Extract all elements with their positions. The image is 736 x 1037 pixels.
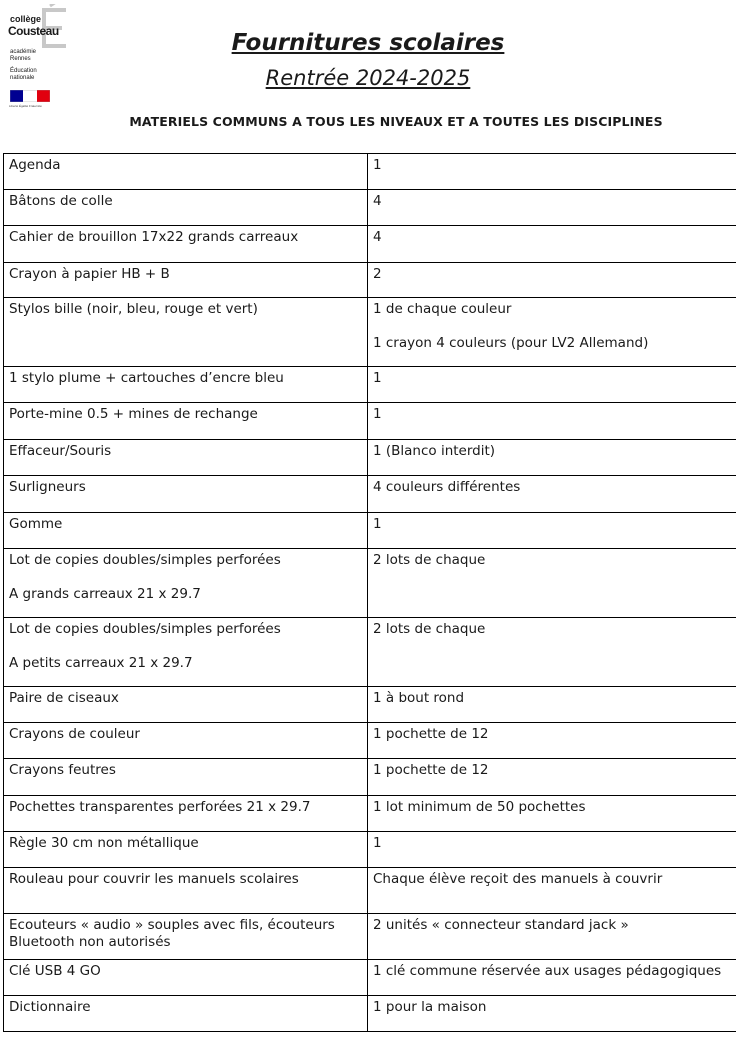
supply-item-cell xyxy=(4,996,368,1032)
logo-education-nationale: Éducation nationale xyxy=(10,68,37,81)
supply-item-cell xyxy=(4,298,368,367)
logo-motto: Liberté Égalité Fraternité xyxy=(9,104,42,108)
supply-item-text: A petits carreaux 21 x 29.7 xyxy=(9,655,193,671)
supply-quantity-text: 1 xyxy=(373,516,382,532)
supply-item-text: Lot de copies doubles/simples perforées xyxy=(9,621,281,637)
table-row xyxy=(4,960,736,996)
supply-item-text: Stylos bille (noir, bleu, rouge et vert) xyxy=(9,301,258,317)
supply-quantity-cell xyxy=(368,723,736,759)
logo-college-label: collège xyxy=(10,14,42,24)
supply-quantity-cell xyxy=(368,367,736,403)
supply-item-cell xyxy=(4,914,368,960)
supply-item-text: Gomme xyxy=(9,516,63,532)
supply-quantity-text: 4 xyxy=(373,193,382,209)
supply-item-cell xyxy=(4,687,368,723)
supply-item-text: Paire de ciseaux xyxy=(9,690,119,706)
table-row xyxy=(4,367,736,403)
supply-item-cell xyxy=(4,190,368,226)
supply-item-cell xyxy=(4,367,368,403)
supply-quantity-text: 1 à bout rond xyxy=(373,690,465,706)
supply-quantity-text: 1 pochette de 12 xyxy=(373,762,489,778)
supply-item-text: Pochettes transparentes perforées 21 x 29.7 xyxy=(9,799,311,815)
supply-quantity-text: 1 crayon 4 couleurs (pour LV2 Allemand) xyxy=(373,335,649,351)
supply-item-text: Lot de copies doubles/simples perforées xyxy=(9,552,281,568)
supply-item-text: Dictionnaire xyxy=(9,999,91,1015)
table-row xyxy=(4,476,736,513)
supply-item-text: Porte-mine 0.5 + mines de rechange xyxy=(9,406,258,422)
table-row xyxy=(4,403,736,440)
supply-item-cell xyxy=(4,476,368,513)
supply-item-cell xyxy=(4,618,368,687)
supply-item-text: Clé USB 4 GO xyxy=(9,963,101,979)
table-row xyxy=(4,868,736,914)
supply-item-cell xyxy=(4,723,368,759)
table-row xyxy=(4,723,736,759)
supply-item-cell xyxy=(4,403,368,440)
supply-item-text: 1 stylo plume + cartouches d’encre bleu xyxy=(9,370,284,386)
supply-item-text: Crayon à papier HB + B xyxy=(9,266,170,282)
supply-quantity-text: 2 lots de chaque xyxy=(373,621,486,637)
table-row xyxy=(4,759,736,796)
supply-quantity-cell xyxy=(368,190,736,226)
supply-item-text: Agenda xyxy=(9,157,61,173)
logo-academie: académie Rennes xyxy=(10,49,37,62)
supply-quantity-text: 1 xyxy=(373,370,382,386)
supply-item-cell xyxy=(4,796,368,832)
supply-item-text: Surligneurs xyxy=(9,479,86,495)
table-row xyxy=(4,440,736,476)
supply-quantity-cell xyxy=(368,226,736,263)
supply-quantity-text: 1 (Blanco interdit) xyxy=(373,443,496,459)
supply-item-text: Effaceur/Souris xyxy=(9,443,112,459)
supply-item-text: Ecouteurs « audio » souples avec fils, écouteurs Bluetooth non autorisés xyxy=(9,917,335,950)
table-row xyxy=(4,796,736,832)
supply-quantity-cell xyxy=(368,263,736,298)
supply-quantity-text: 1 pour la maison xyxy=(373,999,487,1015)
french-republic-flag-icon xyxy=(10,90,50,102)
table-row xyxy=(4,914,736,960)
supplies-table-body xyxy=(4,154,736,1032)
supply-quantity-text: 4 xyxy=(373,229,382,245)
supplies-table xyxy=(3,153,736,1032)
supply-quantity-cell xyxy=(368,154,736,190)
table-row xyxy=(4,263,736,298)
supply-quantity-cell xyxy=(368,618,736,687)
supply-item-cell xyxy=(4,868,368,914)
supply-quantity-cell xyxy=(368,960,736,996)
supply-item-text: Règle 30 cm non métallique xyxy=(9,835,199,851)
table-row xyxy=(4,513,736,549)
table-row xyxy=(4,226,736,263)
supply-quantity-cell xyxy=(368,914,736,960)
supply-quantity-text: 2 lots de chaque xyxy=(373,552,486,568)
supply-quantity-text: 1 de chaque couleur xyxy=(373,301,512,317)
supply-quantity-text: 1 clé commune réservée aux usages pédagogiques xyxy=(373,963,722,979)
supply-quantity-text: 1 lot minimum de 50 pochettes xyxy=(373,799,586,815)
logo-college-name: Cousteau xyxy=(8,24,59,38)
supply-quantity-text: 1 pochette de 12 xyxy=(373,726,489,742)
supply-item-text: Rouleau pour couvrir les manuels scolaires xyxy=(9,871,299,887)
supply-quantity-cell xyxy=(368,996,736,1032)
supply-quantity-cell xyxy=(368,298,736,367)
supply-quantity-text: 1 xyxy=(373,406,382,422)
supply-quantity-text: 1 xyxy=(373,835,382,851)
table-row xyxy=(4,190,736,226)
supply-item-cell xyxy=(4,154,368,190)
supply-quantity-text: 1 xyxy=(373,157,382,173)
supply-quantity-text: Chaque élève reçoit des manuels à couvrir xyxy=(373,871,663,887)
supply-item-text: Bâtons de colle xyxy=(9,193,113,209)
supply-quantity-cell xyxy=(368,440,736,476)
supply-item-cell xyxy=(4,832,368,868)
supply-quantity-text: 2 unités « connecteur standard jack » xyxy=(373,917,629,933)
supply-item-text: Cahier de brouillon 17x22 grands carreaux xyxy=(9,229,299,245)
supply-quantity-cell xyxy=(368,513,736,549)
section-heading: MATERIELS COMMUNS A TOUS LES NIVEAUX ET A TOUTES LES DISCIPLINES xyxy=(129,114,663,129)
table-row xyxy=(4,549,736,618)
supply-item-cell xyxy=(4,960,368,996)
supply-item-text: A grands carreaux 21 x 29.7 xyxy=(9,586,201,602)
college-logo xyxy=(6,4,72,122)
supply-quantity-cell xyxy=(368,476,736,513)
supply-quantity-cell xyxy=(368,403,736,440)
supply-quantity-text: 4 couleurs différentes xyxy=(373,479,521,495)
supply-item-cell xyxy=(4,759,368,796)
supply-item-cell xyxy=(4,226,368,263)
page-title: Fournitures scolaires xyxy=(231,30,505,56)
page-subtitle: Rentrée 2024-2025 xyxy=(265,66,471,90)
supply-item-cell xyxy=(4,513,368,549)
table-row xyxy=(4,687,736,723)
supply-quantity-cell xyxy=(368,796,736,832)
supply-item-cell xyxy=(4,440,368,476)
supply-quantity-cell xyxy=(368,549,736,618)
supply-item-cell xyxy=(4,549,368,618)
table-row xyxy=(4,996,736,1032)
table-row xyxy=(4,298,736,367)
supply-quantity-cell xyxy=(368,759,736,796)
supply-quantity-text: 2 xyxy=(373,266,382,282)
supply-quantity-cell xyxy=(368,832,736,868)
supply-item-text: Crayons feutres xyxy=(9,762,116,778)
supply-item-cell xyxy=(4,263,368,298)
table-row xyxy=(4,618,736,687)
supply-item-text: Crayons de couleur xyxy=(9,726,140,742)
supply-quantity-cell xyxy=(368,868,736,914)
table-row xyxy=(4,832,736,868)
table-row xyxy=(4,154,736,190)
supply-quantity-cell xyxy=(368,687,736,723)
